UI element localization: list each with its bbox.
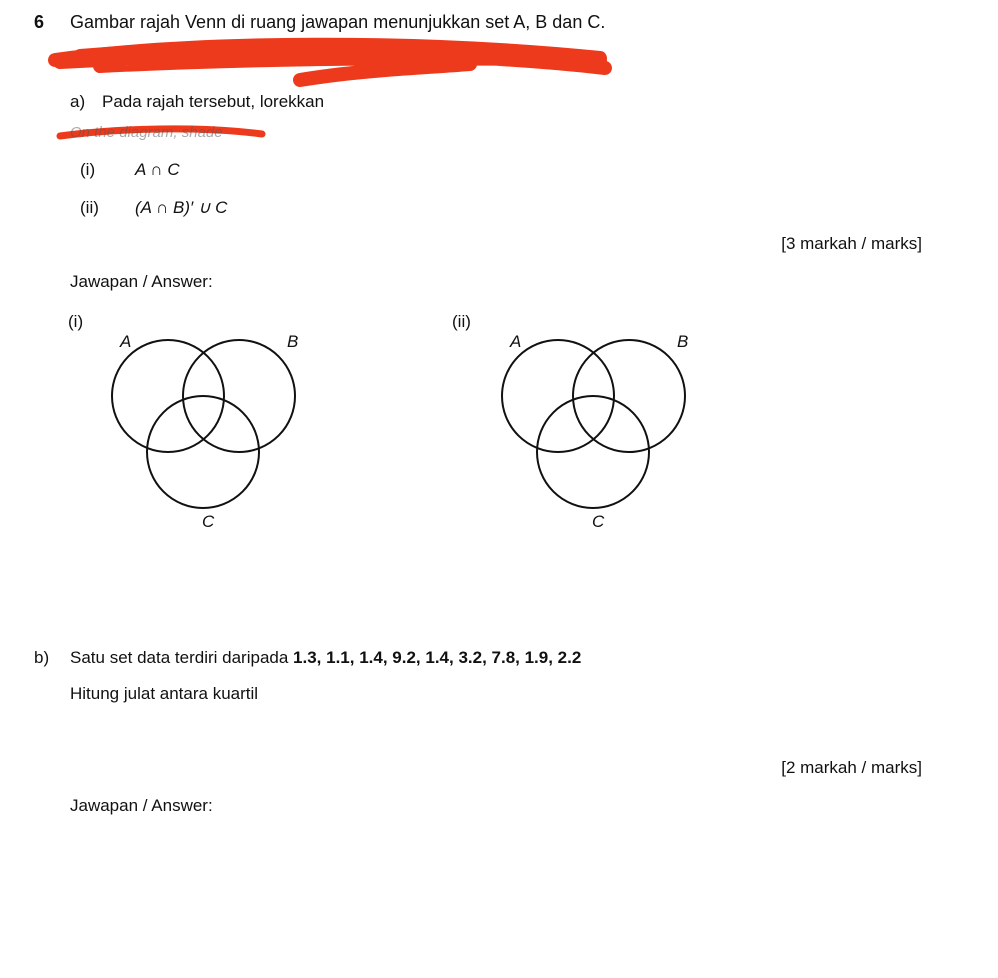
diagram-i-label: (i) [68, 312, 84, 331]
part-b-label: b) [34, 648, 50, 667]
venn-ii-label-c: C [592, 512, 605, 531]
venn-i-label-a: A [120, 332, 132, 351]
venn-ii-label-a: A [510, 332, 522, 351]
item-ii-label: (ii) [80, 198, 99, 217]
part-a-label: a) [70, 92, 86, 111]
part-a-english-redacted: On the diagram, shade [70, 124, 223, 141]
part-b-instruction: Hitung julat antara kuartil [70, 684, 259, 703]
venn-i-label-c: C [202, 512, 215, 531]
venn-ii-label-b: B [677, 332, 689, 351]
part-a-text: Pada rajah tersebut, lorekkan [102, 92, 325, 111]
part-a-answer-label: Jawapan / Answer: [70, 272, 213, 291]
part-b-intro: Satu set data terdiri daripada [70, 648, 289, 667]
venn-i-label-b: B [287, 332, 299, 351]
question-number: 6 [34, 12, 45, 32]
part-b-data: 1.3, 1.1, 1.4, 9.2, 1.4, 3.2, 7.8, 1.9, 2.2 [293, 648, 582, 667]
part-a-marks: [3 markah / marks] [781, 234, 922, 253]
item-i-expr: A ∩ C [135, 160, 180, 179]
question-stem: Gambar rajah Venn di ruang jawapan menunjukkan set A, B dan C. [70, 12, 606, 32]
part-b-marks: [2 markah / marks] [781, 758, 922, 777]
item-i-label: (i) [80, 160, 96, 179]
part-b-text [70, 648, 581, 668]
redacted-english-stem: The Venn diagram ... space ... the [70, 52, 296, 69]
part-b-answer-label: Jawapan / Answer: [70, 796, 213, 815]
diagram-ii-label: (ii) [452, 312, 471, 331]
item-ii-expr: (A ∩ B)′ ∪ C [135, 198, 228, 217]
